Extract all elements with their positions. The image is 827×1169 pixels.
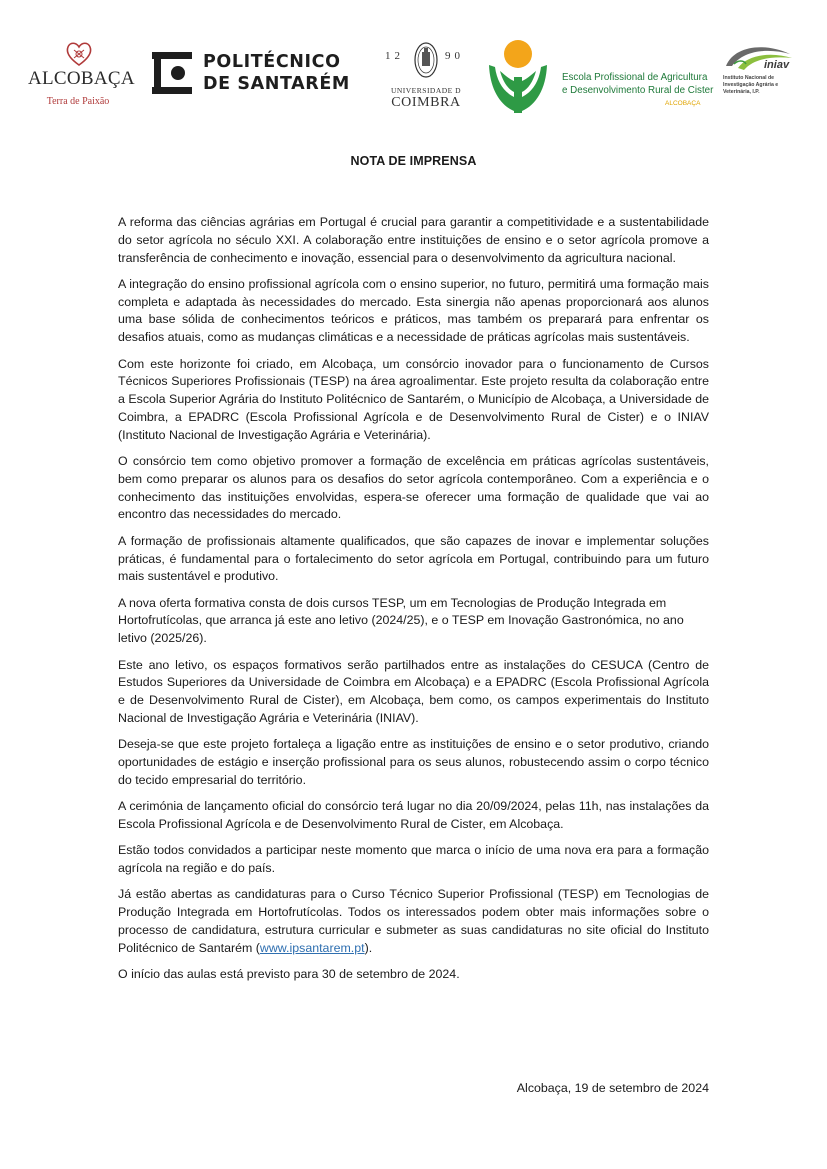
epadrc-line2: e Desenvolvimento Rural de Cister [562,85,714,96]
universidade-coimbra-logo [383,40,469,112]
politecnico-symbol-icon [152,50,196,96]
applications-paragraph [118,886,709,957]
coimbra-line2: COIMBRA [391,95,461,110]
epadrc-line1: Escola Profissional de Agricultura [562,72,708,83]
press-release-body [118,214,709,992]
epadrc-logo [486,37,714,115]
heart-emblem-icon [65,40,93,68]
iniav-line2: Investigação Agrária e [723,82,779,88]
paragraph: O consórcio tem como objetivo promover a formação de excelência em práticas agrícolas sustentáveis, bem como preparar os alunos para os desafios do setor agrícola contemporâneo. Com a experiência e o conhecimento das instituições envolvidas, espera-se oferecer uma formação de qualidade que vai ao encontro das necessidades do mercado. [118,454,709,522]
iniav-logo [720,40,810,106]
paragraph: Deseja-se que este projeto fortaleça a ligação entre as instituições de ensino e o setor produtivo, criando oportunidades de estágio e inserção profissional para os seus alunos, robustecendo assim o corpo técnico do tecido empresarial do território. [118,737,709,787]
alcobaca-logo [28,40,135,112]
politecnico-line1: POLITÉCNICO [203,52,341,72]
paragraph: A formação de profissionais altamente qualificados, que são capazes de inovar e implementar soluções práticas, é fundamental para o fortalecimento do setor agrícola em Portugal, contribuindo para um futuro mais sustentável e produtivo. [118,533,709,584]
alcobaca-tagline: Terra de Paixão [46,96,110,107]
coimbra-year-right: 90 [445,50,464,62]
document-title: NOTA DE IMPRENSA [350,154,477,168]
epadrc-line3: ALCOBAÇA [665,100,701,107]
paragraph: A nova oferta formativa consta de dois cursos TESP, um em Tecnologias de Produção Integrada em Hortofrutícolas, que arranca já este ano letivo (2024/25), e o TESP em Inovação Gastronómica, no ano letivo (2025/26). [118,595,684,646]
paragraph: A integração do ensino profissional agrícola com o ensino superior, no futuro, permitirá uma formação mais completa e adaptada às necessidades do mercado. Esta sinergia não apenas proporcionará aos alunos uma base sólida de conhecimentos teóricos e práticos, mas também os preparará para enfrentar os desafios atuais, como as mudanças climáticas e a necessidade de práticas agrícolas mais sustentáveis. [118,276,709,345]
epadrc-sun-plant-icon [486,37,550,115]
politecnico-line2: DE SANTARÉM [203,74,350,94]
place-date-signature: Alcobaça, 19 de setembro de 2024 [516,1081,709,1095]
paragraph: A reforma das ciências agrárias em Portugal é crucial para garantir a competitividade e a sustentabilidade do setor agrícola no século XXI. A colaboração entre instituições de ensino e o setor agrícola promove a transferência de conhecimento e inovação, essencial para o desenvolvimento da agricultura nacional. [118,215,709,265]
politecnico-santarem-logo [152,50,352,96]
alcobaca-name: ALCOBAÇA [28,68,135,89]
paragraph: Com este horizonte foi criado, em Alcobaça, um consórcio inovador para o funcionamento de Cursos Técnicos Superiores Profissionais (TESP) na área agroalimentar. Este projeto resulta da colaboração entre a Escola Superior Agrária do Instituto Politécnico de Santarém, o Município de Alcobaça, a Universidade de Coimbra, a EPADRC (Escola Profissional Agrícola e de Desenvolvimento Rural de Cister) e o INIAV (Instituto Nacional de Investigação Agrária e Veterinária). [118,356,709,442]
ipsantarem-link[interactable]: www.ipsantarem.pt [259,940,365,955]
coimbra-line1: UNIVERSIDADE D [390,86,462,95]
classes-start-paragraph: O início das aulas está previsto para 30 de setembro de 2024. [118,966,460,981]
coimbra-seal-icon [413,40,439,80]
coimbra-year-left: 12 [385,50,404,62]
iniav-brand: iniav [764,59,790,71]
paragraph: A cerimónia de lançamento oficial do consórcio terá lugar no dia 20/09/2024, pelas 11h, nas instalações da Escola Profissional Agrícola e de Desenvolvimento Rural de Cister, em Alcobaça. [118,799,709,831]
logo-bar [0,0,827,120]
iniav-line3: Veterinária, I.P. [723,89,760,95]
paragraph: Este ano letivo, os espaços formativos serão partilhados entre as instalações do CESUCA (Centro de Estudos Superiores da Universidade de Coimbra em Alcobaça) e a EPADRC (Escola Profissional Agrícola e de Desenvolvimento Rural de Cister), em Alcobaça, bem como, os campos experimentais do Instituto Nacional de Investigação Agrária e Veterinária (INIAV). [118,657,709,725]
iniav-line1: Instituto Nacional de [723,75,775,81]
paragraph: Estão todos convidados a participar neste momento que marca o início de uma nova era para a formação agrícola na região e do país. [118,843,709,875]
applications-text: Já estão abertas as candidaturas para o Curso Técnico Superior Profissional (TESP) em Tecnologias de Produção Integrada em Hortofrutícolas. Todos os interessados podem obter mais informações sobre o processo de candidatura, estrutura curricular e submeter as suas candidaturas no site oficial do Instituto Politécnico de Santarém ( [118,887,709,955]
applications-text-end: ). [364,940,373,955]
